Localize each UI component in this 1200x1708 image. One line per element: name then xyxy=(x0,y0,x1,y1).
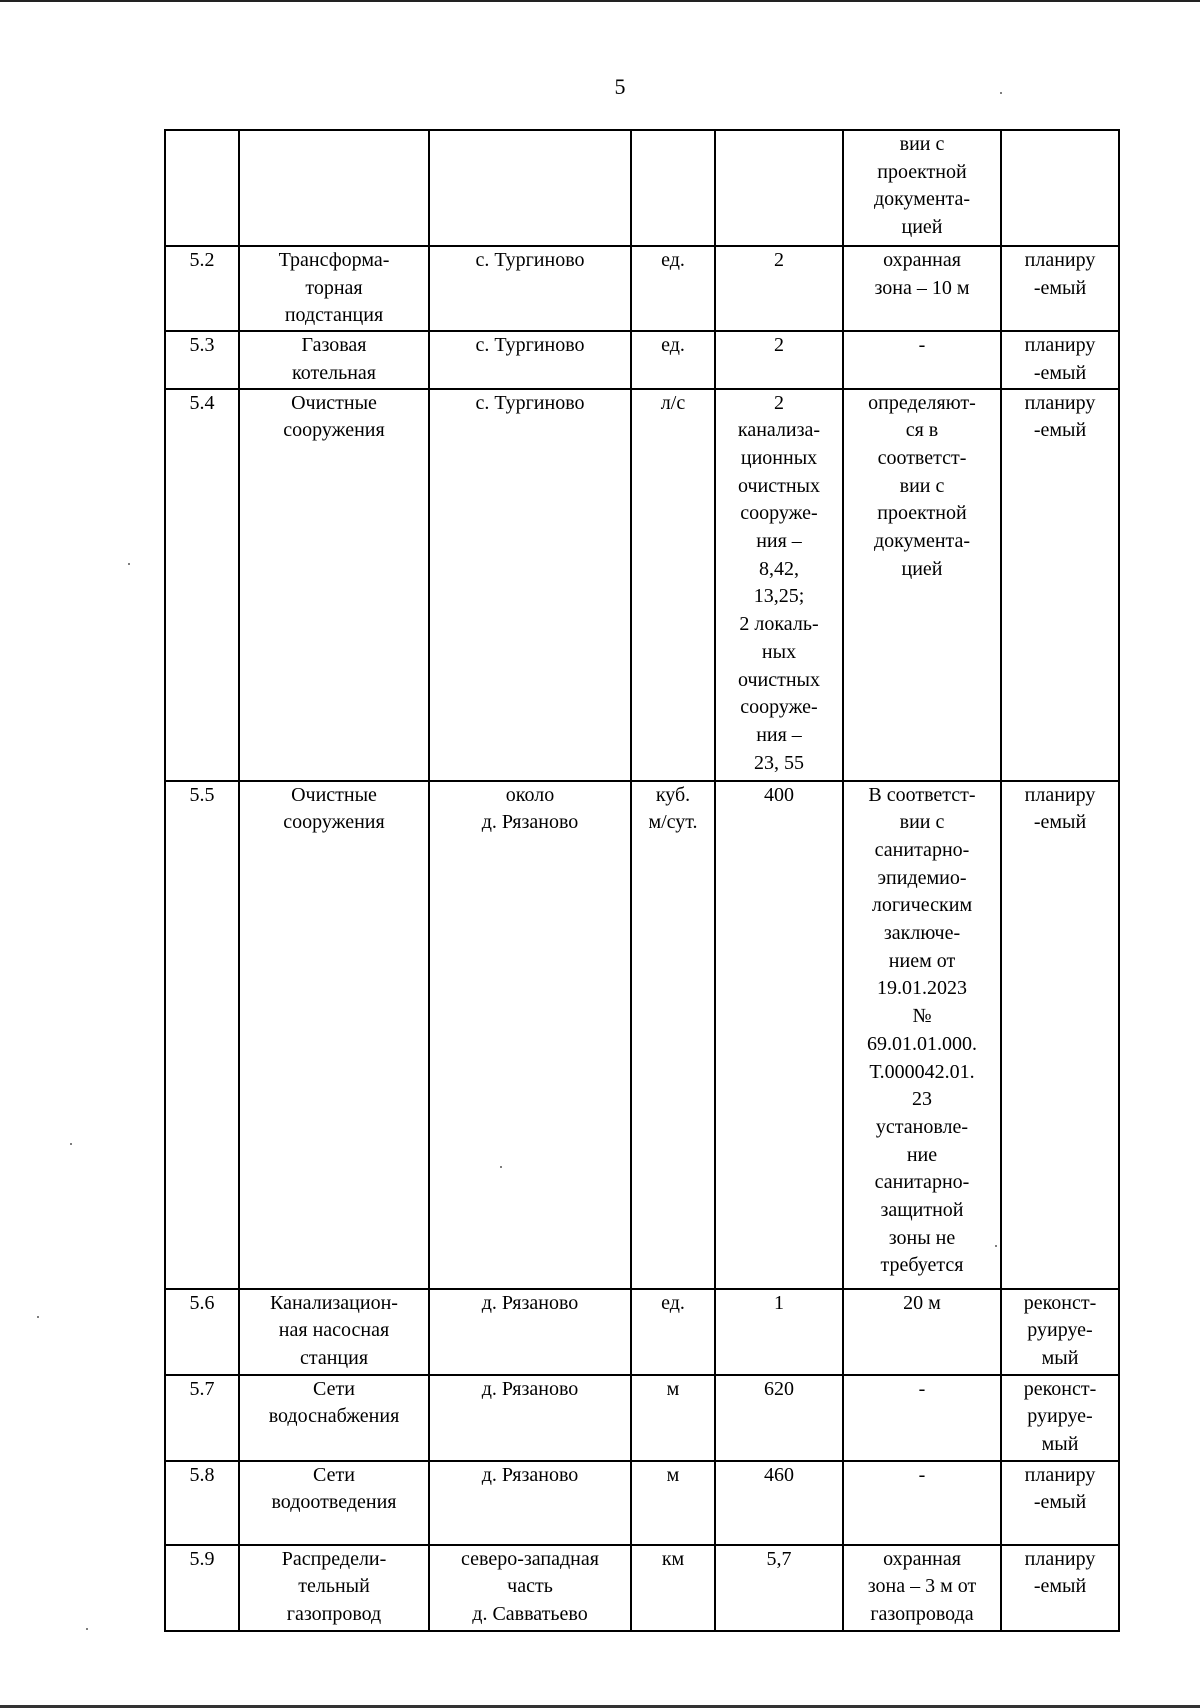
cell-line: - xyxy=(918,334,926,357)
value-cell xyxy=(715,389,843,781)
facility-name-cell xyxy=(239,1545,429,1631)
cell-line: санитарно- xyxy=(874,838,970,861)
status-cell xyxy=(1001,781,1119,1289)
row-number-cell xyxy=(165,1545,239,1631)
cell-line: станция xyxy=(299,1346,369,1369)
cell-line: газопровода xyxy=(870,1602,974,1625)
location-cell xyxy=(429,389,631,781)
cell-line: планиру xyxy=(1024,1547,1096,1570)
cell-line: охранная xyxy=(883,249,961,271)
cell-line: Т.000042.01. xyxy=(869,1060,975,1083)
status-cell xyxy=(1001,246,1119,331)
value-cell xyxy=(715,246,843,331)
cell-line: мый xyxy=(1041,1432,1079,1455)
protection-zone-cell xyxy=(843,1461,1001,1545)
facility-name-cell xyxy=(239,781,429,1289)
location-cell xyxy=(429,1461,631,1545)
location-cell xyxy=(429,246,631,331)
cell-line: зона – 10 м xyxy=(874,276,970,299)
cell-line: 2 xyxy=(774,334,784,357)
cell-line: цией xyxy=(901,216,943,239)
cell-line: требуется xyxy=(880,1254,964,1277)
cell-line: ная насосная xyxy=(278,1319,390,1342)
cell-line: вии с xyxy=(899,133,945,155)
cell-line: северо-западная xyxy=(461,1547,599,1570)
cell-line: цией xyxy=(901,557,943,580)
cell-line: около xyxy=(505,783,555,806)
cell-line: 5.7 xyxy=(189,1377,215,1400)
cell-line: канализа- xyxy=(737,419,821,442)
cell-line: д. Рязаново xyxy=(481,1463,579,1486)
protection-zone-cell xyxy=(843,1375,1001,1461)
status-cell xyxy=(1001,1375,1119,1461)
cell-line: сооруже- xyxy=(740,502,818,525)
facility-name-cell xyxy=(239,1289,429,1375)
cell-line: с. Тургиново xyxy=(475,334,585,357)
value-cell xyxy=(715,331,843,388)
cell-line: Очистные xyxy=(291,783,377,806)
value-cell xyxy=(715,1375,843,1461)
cell-line: ния – xyxy=(756,723,802,746)
cell-line: Очистные xyxy=(291,391,377,414)
cell-line: 400 xyxy=(764,783,794,806)
location-cell xyxy=(429,130,631,246)
unit-cell xyxy=(631,130,715,246)
table-row xyxy=(165,246,1119,331)
unit-cell xyxy=(631,246,715,331)
cell-line: планиру xyxy=(1024,249,1096,271)
page-number: 5 xyxy=(614,74,626,99)
cell-line: № xyxy=(912,1005,932,1028)
cell-line: куб. xyxy=(655,783,691,806)
cell-line: руируе- xyxy=(1027,1319,1093,1342)
cell-line: 5,7 xyxy=(766,1547,792,1570)
protection-zone-cell xyxy=(843,246,1001,331)
cell-line: проектной xyxy=(877,502,967,525)
row-number-cell xyxy=(165,1461,239,1545)
cell-line: установле- xyxy=(875,1115,969,1138)
cell-line: Сети xyxy=(313,1463,355,1486)
cell-line: -емый xyxy=(1033,419,1087,442)
facility-name-cell xyxy=(239,389,429,781)
cell-line: планиру xyxy=(1024,391,1096,414)
cell-line: 620 xyxy=(764,1377,794,1400)
cell-line: охранная xyxy=(883,1547,961,1570)
cell-line: газопровод xyxy=(286,1602,382,1625)
cell-line: сооружения xyxy=(283,419,385,442)
unit-cell xyxy=(631,389,715,781)
protection-zone-cell xyxy=(843,781,1001,1289)
cell-line: 5.4 xyxy=(189,391,215,414)
cell-line: Распредели- xyxy=(281,1547,387,1570)
row-number-cell xyxy=(165,1375,239,1461)
scan-speck xyxy=(995,1245,997,1247)
cell-line: Газовая xyxy=(301,334,367,357)
table-row xyxy=(165,1375,1119,1461)
cell-line: 5.8 xyxy=(189,1463,215,1486)
cell-line: водоотведения xyxy=(271,1491,397,1514)
cell-line: планиру xyxy=(1024,1463,1096,1486)
cell-line: зоны не xyxy=(888,1226,956,1249)
cell-line: реконст- xyxy=(1023,1377,1097,1400)
scan-speck xyxy=(1000,92,1002,94)
cell-line: проектной xyxy=(877,160,967,183)
cell-line: 20 м xyxy=(903,1291,941,1314)
unit-cell xyxy=(631,1461,715,1545)
row-number-cell xyxy=(165,781,239,1289)
cell-line: логическим xyxy=(871,894,973,917)
unit-cell xyxy=(631,1545,715,1631)
cell-line: нием от xyxy=(888,949,956,972)
cell-line: ся в xyxy=(905,419,939,442)
cell-line: мый xyxy=(1041,1346,1079,1369)
cell-line: В соответст- xyxy=(868,783,976,806)
cell-line: -емый xyxy=(1033,1491,1087,1514)
facilities-table xyxy=(164,129,1120,1632)
status-cell xyxy=(1001,1545,1119,1631)
cell-line: реконст- xyxy=(1023,1291,1097,1314)
cell-line: 5.5 xyxy=(189,783,215,806)
status-cell xyxy=(1001,1289,1119,1375)
value-cell xyxy=(715,1289,843,1375)
scan-edge-top xyxy=(0,0,1200,2)
cell-line: соответст- xyxy=(877,446,967,469)
row-number-cell xyxy=(165,389,239,781)
value-cell xyxy=(715,1461,843,1545)
facility-name-cell xyxy=(239,246,429,331)
cell-line: подстанция xyxy=(284,304,384,327)
cell-line: руируе- xyxy=(1027,1405,1093,1428)
unit-cell xyxy=(631,1289,715,1375)
cell-line: м xyxy=(666,1463,680,1486)
row-number-cell xyxy=(165,331,239,388)
cell-line: м xyxy=(666,1377,680,1400)
cell-line: 13,25; xyxy=(753,585,805,608)
scan-speck xyxy=(500,1166,502,1168)
cell-line: 5.9 xyxy=(189,1547,215,1570)
location-cell xyxy=(429,331,631,388)
cell-line: -емый xyxy=(1033,811,1087,834)
table-row xyxy=(165,1461,1119,1545)
cell-line: очистных xyxy=(737,474,820,497)
table-row xyxy=(165,1289,1119,1375)
cell-line: часть xyxy=(507,1575,553,1598)
cell-line: документа- xyxy=(873,188,971,211)
cell-line: защитной xyxy=(880,1199,964,1222)
cell-line: 69.01.01.000. xyxy=(867,1032,977,1055)
cell-line: 19.01.2023 xyxy=(877,977,967,1000)
cell-line: 5.6 xyxy=(189,1291,215,1314)
facility-name-cell xyxy=(239,1375,429,1461)
cell-line: заключе- xyxy=(883,922,961,945)
cell-line: котельная xyxy=(292,361,376,384)
cell-line: водоснабжения xyxy=(268,1405,400,1428)
protection-zone-cell xyxy=(843,1289,1001,1375)
cell-line: км xyxy=(661,1547,685,1570)
cell-line: 5.2 xyxy=(189,249,215,271)
scan-speck xyxy=(128,563,130,565)
value-cell xyxy=(715,130,843,246)
row-number-cell xyxy=(165,130,239,246)
table-row xyxy=(165,331,1119,388)
cell-line: с. Тургиново xyxy=(475,391,585,414)
cell-line: эпидемио- xyxy=(877,866,967,889)
table-row xyxy=(165,389,1119,781)
table-row xyxy=(165,781,1119,1289)
cell-line: 2 xyxy=(774,391,784,414)
cell-line: л/с xyxy=(660,391,686,414)
table-row xyxy=(165,1545,1119,1631)
cell-line: м/сут. xyxy=(648,811,698,834)
cell-line: ния – xyxy=(756,530,802,553)
cell-line: 2 локаль- xyxy=(739,613,819,636)
cell-line: торная xyxy=(305,276,363,299)
cell-line: Трансформа- xyxy=(278,249,390,271)
unit-cell xyxy=(631,781,715,1289)
scan-speck xyxy=(37,1316,39,1318)
cell-line: -емый xyxy=(1033,276,1087,299)
location-cell xyxy=(429,1375,631,1461)
cell-line: планиру xyxy=(1024,783,1096,806)
cell-line: д. Рязаново xyxy=(481,811,579,834)
cell-line: д. Рязаново xyxy=(481,1291,579,1314)
cell-line: - xyxy=(918,1463,926,1486)
cell-line: сооружения xyxy=(283,811,385,834)
cell-line: - xyxy=(918,1377,926,1400)
status-cell xyxy=(1001,389,1119,781)
cell-line: д. Савватьево xyxy=(472,1602,588,1625)
cell-line: Сети xyxy=(313,1377,355,1400)
cell-line: вии с xyxy=(899,811,945,834)
cell-line: д. Рязаново xyxy=(481,1377,579,1400)
table-row xyxy=(165,130,1119,246)
facility-name-cell xyxy=(239,1461,429,1545)
cell-line: 8,42, xyxy=(759,557,799,580)
unit-cell xyxy=(631,1375,715,1461)
cell-line: -емый xyxy=(1033,361,1087,384)
cell-line: вии с xyxy=(899,474,945,497)
location-cell xyxy=(429,1289,631,1375)
cell-line: сооруже- xyxy=(740,696,818,719)
cell-line: 5.3 xyxy=(189,334,215,357)
row-number-cell xyxy=(165,1289,239,1375)
value-cell xyxy=(715,781,843,1289)
cell-line: ционных xyxy=(740,446,818,469)
cell-line: 23, 55 xyxy=(754,751,804,774)
cell-line: 460 xyxy=(764,1463,794,1486)
cell-line: санитарно- xyxy=(874,1171,970,1194)
cell-line: тельный xyxy=(298,1575,370,1598)
status-cell xyxy=(1001,130,1119,246)
cell-line: 1 xyxy=(774,1291,784,1314)
location-cell xyxy=(429,781,631,1289)
unit-cell xyxy=(631,331,715,388)
cell-line: 2 xyxy=(774,249,784,271)
value-cell xyxy=(715,1545,843,1631)
facility-name-cell xyxy=(239,130,429,246)
cell-line: планиру xyxy=(1024,334,1096,357)
cell-line: 23 xyxy=(912,1088,932,1111)
protection-zone-cell xyxy=(843,130,1001,246)
scan-speck xyxy=(86,1628,88,1630)
protection-zone-cell xyxy=(843,1545,1001,1631)
row-number-cell xyxy=(165,246,239,331)
cell-line: очистных xyxy=(737,668,820,691)
protection-zone-cell xyxy=(843,389,1001,781)
status-cell xyxy=(1001,1461,1119,1545)
table-body xyxy=(165,130,1119,1631)
cell-line: ед. xyxy=(661,249,685,271)
facility-name-cell xyxy=(239,331,429,388)
cell-line: ед. xyxy=(661,1291,685,1314)
location-cell xyxy=(429,1545,631,1631)
cell-line: зона – 3 м от xyxy=(867,1575,977,1598)
cell-line: ед. xyxy=(661,334,685,357)
status-cell xyxy=(1001,331,1119,388)
cell-line: -емый xyxy=(1033,1575,1087,1598)
cell-line: ных xyxy=(761,640,797,663)
scan-speck xyxy=(70,1143,72,1145)
cell-line: документа- xyxy=(873,530,971,553)
cell-line: определяют- xyxy=(868,391,976,414)
protection-zone-cell xyxy=(843,331,1001,388)
cell-line: с. Тургиново xyxy=(475,249,585,271)
cell-line: ние xyxy=(906,1143,938,1166)
cell-line: Канализацион- xyxy=(270,1291,398,1314)
